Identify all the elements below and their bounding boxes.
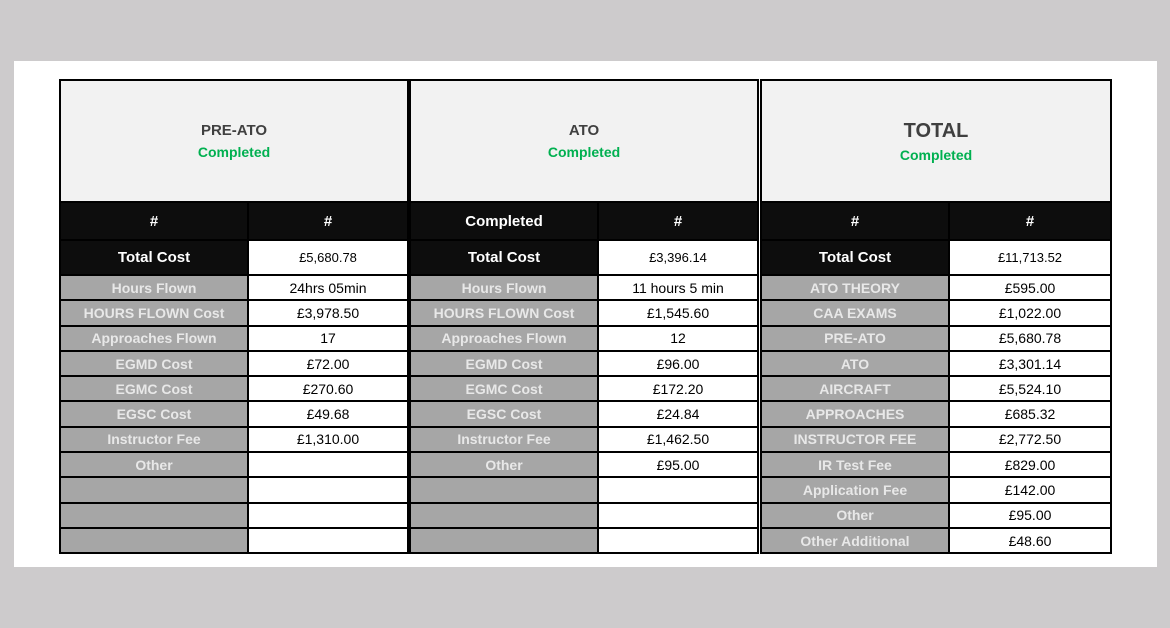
column-header[interactable]: Completed: [411, 203, 598, 240]
panel-title: TOTAL: [903, 120, 969, 142]
total-cost-value[interactable]: £5,680.78: [248, 240, 407, 275]
row-value[interactable]: £95.00: [598, 452, 757, 477]
row-value[interactable]: £1,462.50: [598, 427, 757, 452]
row-label[interactable]: EGSC Cost: [61, 401, 248, 426]
table-row: [762, 477, 1110, 502]
table-row: [762, 351, 1110, 376]
row-value[interactable]: £270.60: [248, 376, 407, 401]
table-row: [762, 452, 1110, 477]
row-label[interactable]: [411, 477, 598, 502]
row-label[interactable]: [61, 503, 248, 528]
row-label[interactable]: IR Test Fee: [762, 452, 949, 477]
row-value[interactable]: [248, 477, 407, 502]
column-header[interactable]: #: [762, 203, 949, 240]
total-cost-label[interactable]: Total Cost: [61, 240, 248, 275]
total-panel: [760, 79, 1112, 554]
table-row: [762, 528, 1110, 552]
column-header[interactable]: #: [949, 203, 1110, 240]
row-value[interactable]: £829.00: [949, 452, 1110, 477]
row-label[interactable]: INSTRUCTOR FEE: [762, 427, 949, 452]
pre-ato-panel: [59, 79, 409, 554]
row-value[interactable]: £3,301.14: [949, 351, 1110, 376]
row-value[interactable]: £2,772.50: [949, 427, 1110, 452]
table-row: [61, 528, 407, 552]
table-row: [411, 401, 757, 426]
row-label[interactable]: APPROACHES: [762, 401, 949, 426]
row-label[interactable]: Hours Flown: [411, 275, 598, 300]
row-value[interactable]: £24.84: [598, 401, 757, 426]
row-value[interactable]: £5,524.10: [949, 376, 1110, 401]
row-value[interactable]: £72.00: [248, 351, 407, 376]
row-value[interactable]: 11 hours 5 min: [598, 275, 757, 300]
row-value[interactable]: [248, 452, 407, 477]
row-label[interactable]: Application Fee: [762, 477, 949, 502]
total-cost-value[interactable]: £3,396.14: [598, 240, 757, 275]
table-row: [762, 275, 1110, 300]
row-value[interactable]: [248, 503, 407, 528]
table-row: [762, 376, 1110, 401]
row-label[interactable]: Instructor Fee: [411, 427, 598, 452]
row-value[interactable]: £1,545.60: [598, 300, 757, 325]
row-label[interactable]: Other: [61, 452, 248, 477]
table-row: [411, 351, 757, 376]
row-value[interactable]: £1,310.00: [248, 427, 407, 452]
table-row: [762, 401, 1110, 426]
row-value[interactable]: [598, 477, 757, 502]
table-row: [61, 376, 407, 401]
pre-ato-table: [61, 203, 407, 552]
table-row: [61, 401, 407, 426]
row-label[interactable]: ATO: [762, 351, 949, 376]
table-row: [61, 351, 407, 376]
row-value[interactable]: 12: [598, 326, 757, 351]
row-value[interactable]: £595.00: [949, 275, 1110, 300]
row-label[interactable]: EGSC Cost: [411, 401, 598, 426]
table-row: [61, 452, 407, 477]
row-value[interactable]: [248, 528, 407, 552]
row-label[interactable]: Instructor Fee: [61, 427, 248, 452]
row-label[interactable]: Approaches Flown: [411, 326, 598, 351]
table-row: [411, 427, 757, 452]
row-value[interactable]: 24hrs 05min: [248, 275, 407, 300]
panel-title: PRE-ATO: [200, 122, 268, 139]
row-value[interactable]: £685.32: [949, 401, 1110, 426]
column-header[interactable]: #: [598, 203, 757, 240]
total-cost-row: [411, 240, 757, 275]
row-label[interactable]: [61, 477, 248, 502]
row-label[interactable]: [61, 528, 248, 552]
pre-ato-header[interactable]: [61, 81, 407, 203]
row-label[interactable]: Other: [762, 503, 949, 528]
row-label[interactable]: Approaches Flown: [61, 326, 248, 351]
table-row: [411, 452, 757, 477]
table-row: [61, 503, 407, 528]
row-value[interactable]: £3,978.50: [248, 300, 407, 325]
table-row: [411, 275, 757, 300]
table-header-row: [762, 203, 1110, 240]
table-row: [61, 300, 407, 325]
row-label[interactable]: EGMC Cost: [61, 376, 248, 401]
row-label[interactable]: HOURS FLOWN Cost: [61, 300, 248, 325]
row-label[interactable]: HOURS FLOWN Cost: [411, 300, 598, 325]
table-row: [762, 326, 1110, 351]
row-value[interactable]: £172.20: [598, 376, 757, 401]
ato-header[interactable]: [411, 81, 757, 203]
row-label[interactable]: Hours Flown: [61, 275, 248, 300]
status-text: Completed: [547, 144, 621, 160]
row-value[interactable]: £96.00: [598, 351, 757, 376]
row-label[interactable]: Other: [411, 452, 598, 477]
total-cost-row: [762, 240, 1110, 275]
row-value[interactable]: £48.60: [949, 528, 1110, 552]
row-label[interactable]: [411, 503, 598, 528]
table-header-row: [411, 203, 757, 240]
row-label[interactable]: CAA EXAMS: [762, 300, 949, 325]
row-value[interactable]: £95.00: [949, 503, 1110, 528]
table-row: [762, 427, 1110, 452]
table-row: [411, 376, 757, 401]
table-row: [411, 477, 757, 502]
table-row: [61, 477, 407, 502]
row-value[interactable]: £142.00: [949, 477, 1110, 502]
total-cost-label[interactable]: Total Cost: [411, 240, 598, 275]
row-label[interactable]: ATO THEORY: [762, 275, 949, 300]
row-value[interactable]: [598, 528, 757, 552]
row-label[interactable]: AIRCRAFT: [762, 376, 949, 401]
row-value[interactable]: £49.68: [248, 401, 407, 426]
total-cost-row: [61, 240, 407, 275]
row-label[interactable]: EGMD Cost: [411, 351, 598, 376]
table-row: [61, 275, 407, 300]
status-text: Completed: [899, 147, 973, 163]
table-row: [762, 503, 1110, 528]
row-value[interactable]: £1,022.00: [949, 300, 1110, 325]
table-row: [61, 427, 407, 452]
total-table: [762, 203, 1110, 552]
table-row: [411, 503, 757, 528]
total-cost-label[interactable]: Total Cost: [762, 240, 949, 275]
column-header[interactable]: #: [248, 203, 407, 240]
table-header-row: [61, 203, 407, 240]
table-row: [411, 300, 757, 325]
row-value[interactable]: [598, 503, 757, 528]
row-label[interactable]: Other Additional: [762, 528, 949, 552]
table-row: [411, 326, 757, 351]
row-value[interactable]: 17: [248, 326, 407, 351]
total-header[interactable]: [762, 81, 1110, 203]
table-row: [762, 300, 1110, 325]
total-cost-value[interactable]: £11,713.52: [949, 240, 1110, 275]
row-label[interactable]: PRE-ATO: [762, 326, 949, 351]
row-label[interactable]: EGMC Cost: [411, 376, 598, 401]
row-label[interactable]: EGMD Cost: [61, 351, 248, 376]
table-row: [61, 326, 407, 351]
ato-table: [411, 203, 757, 552]
ato-panel: [409, 79, 759, 554]
panel-title: ATO: [568, 122, 600, 139]
status-text: Completed: [197, 144, 271, 160]
column-header[interactable]: #: [61, 203, 248, 240]
row-value[interactable]: £5,680.78: [949, 326, 1110, 351]
table-row: [411, 528, 757, 552]
row-label[interactable]: [411, 528, 598, 552]
